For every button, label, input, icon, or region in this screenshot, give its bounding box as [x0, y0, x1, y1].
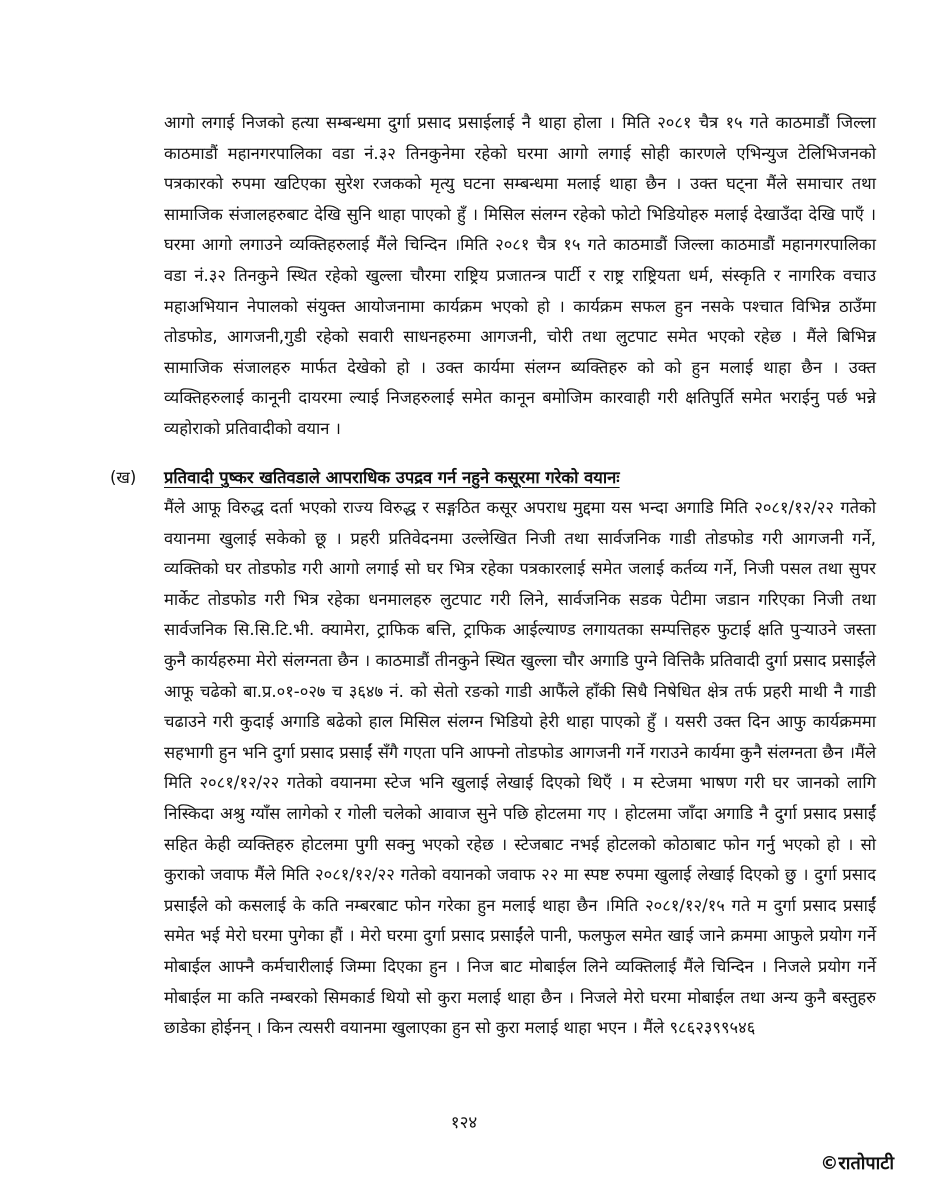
page-number: १२४ — [450, 1113, 478, 1133]
section-label: (ख) — [110, 468, 137, 487]
paragraph-2: मैंले आफू विरुद्ध दर्ता भएको राज्य विरुद्ध र सङ्गठित कसूर अपराध मुद्दमा यस भन्दा अगाडि मिति २०८१/१२/२२ गतेको वयानमा खुलाई सकेको छू । प्रहरी प्रतिवेदनमा उल्लेखित निजी तथा सार्वजनिक गाडी तोडफोड गरी आगजनी गर्ने, व्यक्तिको घर तोडफोड गरी आगो लगाई सो घर भित्र रहेका पत्रकारलाई समेत जलाई कर्तव्य गर्ने, निजी पसल तथा सुपर मार्केट तोडफोड गरी भित्र रहेका धनमालहरु लुटपाट गरी लिने, सार्वजनिक सडक पेटीमा जडान गरिएका निजी तथा सार्वजनिक सि.सि.टि.भी. क्यामेरा, ट्राफिक बत्ति, ट्राफिक आईल्याण्ड लगायतका सम्पत्तिहरु फुटाई क्षति पुर्‍याउने जस्ता कुनै कार्यहरुमा मेरो संलग्नता छैन । काठमाडौं तीनकुने स्थित खुल्ला चौर अगाडि पुग्ने वित्तिकै प्रतिवादी दुर्गा प्रसाद प्रसाईंले आफू चढेको बा.प्र.०१-०२७ च ३६४७ नं. को सेतो रङको गाडी आफैंले हाँकी सिधै निषेधित क्षेत्र तर्फ प्रहरी माथी नै गाडी चढाउने गरी कुदाई अगाडि बढेको हाल मिसिल संलग्न भिडियो हेरी थाहा पाएको हुँ । यसरी उक्त दिन आफु कार्यक्रममा सहभागी हुन भनि दुर्गा प्रसाद प्रसाईं सँगै गएता पनि आफ्नो तोडफोड आगजनी गर्ने गराउने कार्यमा कुनै संलग्नता छैन ।मैंले मिति २०८१/१२/२२ गतेको वयानमा स्टेज भनि खुलाई लेखाई दिएको थिएँ । म स्टेजमा भाषण गरी घर जानको लागि निस्किदा अश्रु ग्याँस लागेको र गोली चलेको आवाज सुने पछि होटलमा गए । होटलमा जाँदा अगाडि नै दुर्गा प्रसाद प्रसाईं सहित केही व्यक्तिहरु होटलमा पुगी सक्नु भएको रहेछ । स्टेजबाट नभई होटलको कोठाबाट फोन गर्नु भएको हो । सो कुराको जवाफ मैंले मिति २०८१/१२/२२ गतेको वयानको जवाफ २२ मा स्पष्ट रुपमा खुलाई लेखाई दिएको छु । दुर्गा प्रसाद प्रसाईंले को कसलाई के कति नम्बरबाट फोन गरेका हुन मलाई थाहा छैन ।मिति २०८१/१२/१५ गते म दुर्गा प्रसाद प्रसाईं समेत भई मेरो घरमा पुगेका हौं । मेरो घरमा दुर्गा प्रसाद प्रसाईंले पानी, फलफुल समेत खाई जाने क्रममा आफुले प्रयोग गर्ने मोबाईल आफ्नै कर्मचारीलाई जिम्मा दिएका हुन । निज बाट मोबाईल लिने व्यक्तिलाई मैंले चिन्दिन । निजले प्रयोग गर्ने मोबाईल मा कति नम्बरको सिमकार्ड थियो सो कुरा मलाई थाहा छैन । निजले मेरो घरमा मोबाईल तथा अन्य कुनै बस्तुहरु छाडेका होईनन् । किन त्यसरी वयानमा खुलाएका हुन सो कुरा मलाई थाहा भएन । मैंले ९८६२३९९५४६ — [164, 498, 876, 1038]
section-heading: प्रतिवादी पुष्कर खतिवडाले आपराधिक उपद्रव गर्न नहुने कसूरमा गरेको वयानः — [164, 468, 620, 487]
paragraph-1: आगो लगाई निजको हत्या सम्बन्धमा दुर्गा प्रसाद प्रसाईलाई नै थाहा होला । मिति २०८१ चैत्र १५ गते काठमाडौं जिल्ला काठमाडौं महानगरपालिका वडा नं.३२ तिनकुनेमा रहेको घरमा आगो लगाई सोही कारणले एभिन्युज टेलिभिजनको पत्रकारको रुपमा खटिएका सुरेश रजकको मृत्यु घटना सम्बन्धमा मलाई थाहा छैन । उक्त घट्ना मैंले समाचार तथा सामाजिक संजालहरुबाट देखि सुनि थाहा पाएको हुँ । मिसिल संलग्न रहेको फोटो भिडियोहरु मलाई देखाउँदा देखि पाएँ । घरमा आगो लगाउने व्यक्तिहरुलाई मैंले चिन्दिन ।मिति २०८१ चैत्र १५ गते काठमाडौं जिल्ला काठमाडौं महानगरपालिका वडा नं.३२ तिनकुने स्थित रहेको खुल्ला चौरमा राष्ट्रिय प्रजातन्त्र पार्टी र राष्ट्र राष्ट्रियता धर्म, संस्कृति र नागरिक वचाउ महाअभियान नेपालको संयुक्त आयोजनामा कार्यक्रम भएको हो । कार्यक्रम सफल हुन नसके पश्चात विभिन्न ठाउँमा तोडफोड, आगजनी,गुडी रहेको सवारी साधनहरुमा आगजनी, चोरी तथा लुटपाट समेत भएको रहेछ । मैंले बिभिन्न सामाजिक संजालहरु मार्फत देखेको हो । उक्त कार्यमा संलग्न ब्यक्तिहरु को को हुन मलाई थाहा छैन । उक्त व्यक्तिहरुलाई कानूनी दायरमा ल्याई निजहरुलाई समेत कानून बमोजिम कारवाही गरी क्षतिपुर्ति समेत भराईनु पर्छ भन्ने व्यहोराको प्रतिवादीको वयान । — [164, 113, 876, 438]
watermark-logo: ©रातोपाटी — [820, 1153, 894, 1174]
